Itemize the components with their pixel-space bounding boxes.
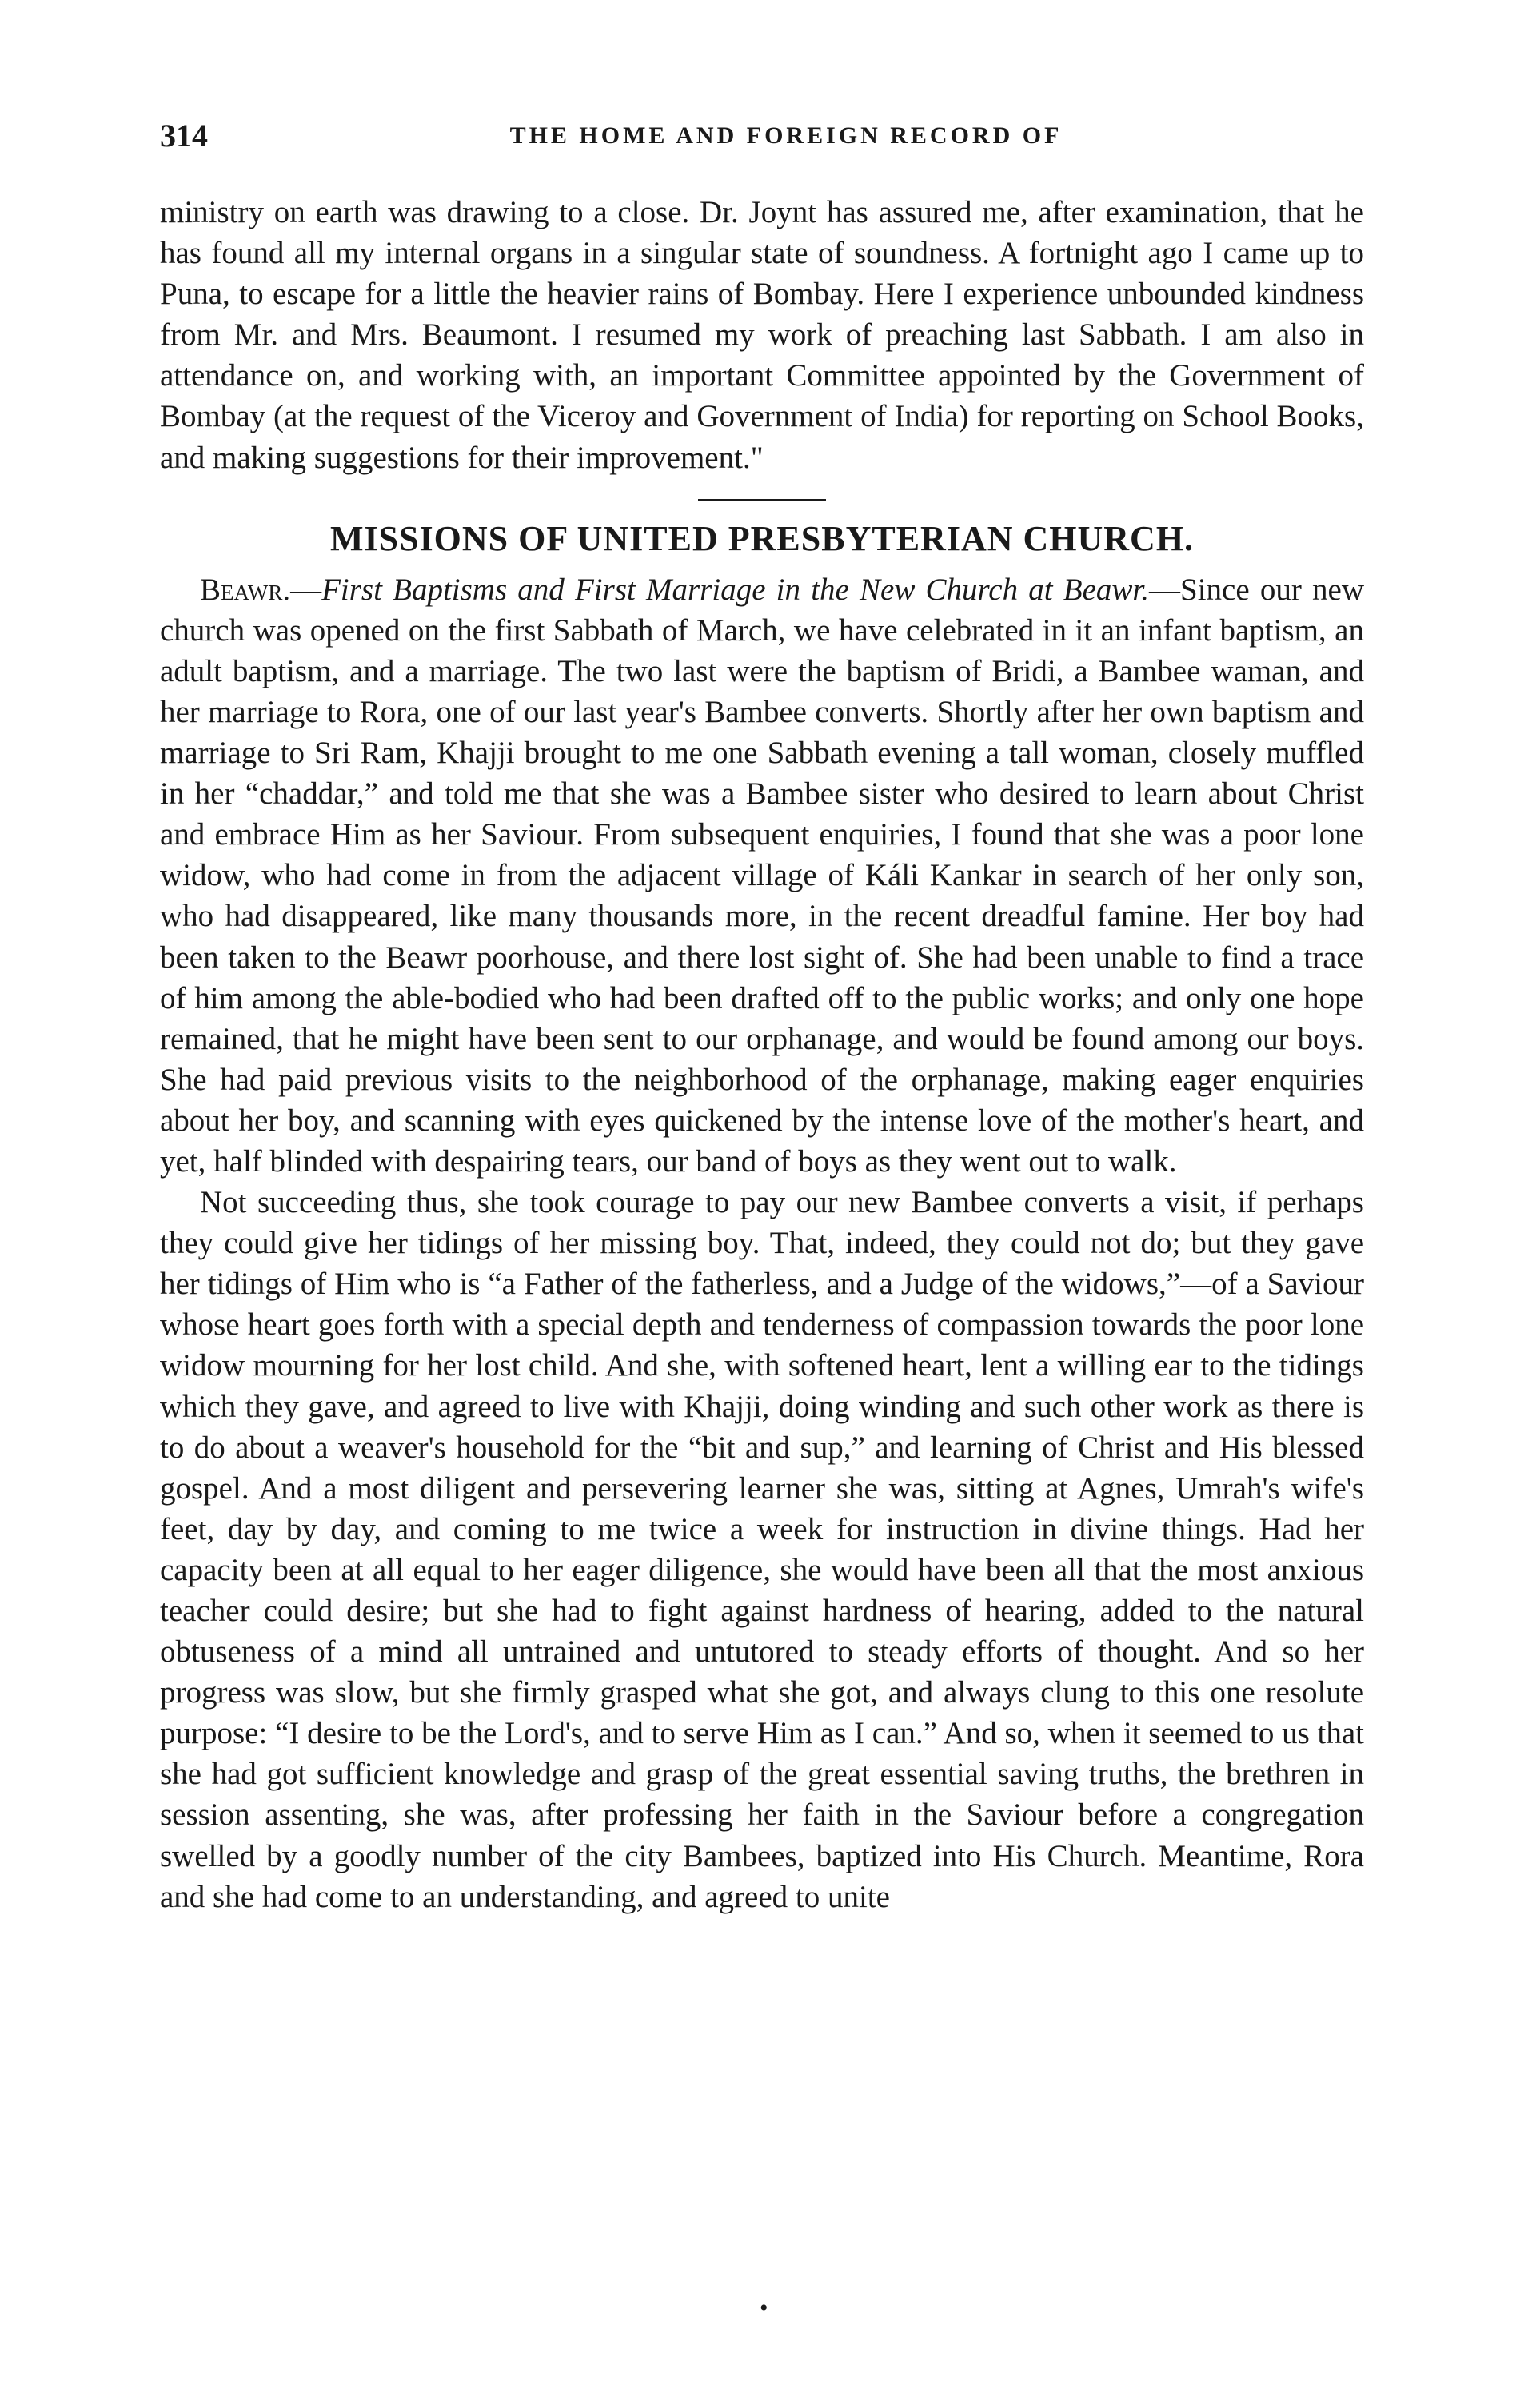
page-number: 314 <box>160 118 208 154</box>
footer-mark: • <box>760 2295 768 2321</box>
section-heading: MISSIONS OF UNITED PRESBYTERIAN CHURCH. <box>329 518 1195 558</box>
place-name: Beawr. <box>200 572 291 607</box>
letter-continuation: ministry on earth was drawing to a close. Dr. Joynt has assured me, after examination, that he has found all my internal organs in a singular state of soundness. A fortnight ago I came up to Puna, to escape for a little the heavier rains of Bombay. Here I experience unbounded kindness from Mr. and Mrs. Beaumont. I resumed my work of preaching last Sabbath. I am also in attendance on, and working with, an important Committee appointed by the Government of Bombay (at the request of the Viceroy and Government of India) for reporting on School Books, and making suggestions for their improvement." <box>160 195 1364 475</box>
paragraph-1 <box>160 569 1364 1182</box>
article-subtitle: First Baptisms and First Marriage in the New Church at Beawr. <box>321 572 1150 607</box>
running-title: THE HOME AND FOREIGN RECORD OF <box>509 122 1063 149</box>
em-dash: — <box>290 572 322 607</box>
paragraph-2: Not succeeding thus, she took courage to pay our new Bambee converts a visit, if perhaps they could give her tidings of her missing boy. That, indeed, they could not do; but they gave her tidings of Him who is “a Father of the fatherless, and a Judge of the widows,”—of a Saviour whose heart goes forth with a special depth and tenderness of compassion towards the poor lone widow mourning for her lost child. And she, with softened heart, lent a willing ear to the tidings which they gave, and agreed to live with Khajji, doing winding and such other work as there is to do about a weaver's household for the “bit and sup,” and learning of Christ and His blessed gospel. And a most diligent and persevering learner she was, sitting at Agnes, Umrah's wife's feet, day by day, and coming to me twice a week for instruction in divine things. Had her capacity been at all equal to her eager diligence, she would have been all that the most anxious teacher could desire; but she had to fight against hardness of hearing, added to the natural obtuseness of a mind all untrained and untutored to steady efforts of thought. And so her progress was slow, but she firmly grasped what she got, and always clung to this one resolute purpose: “I desire to be the Lord's, and to serve Him as I can.” And so, when it seemed to us that she had got sufficient knowledge and grasp of the great essential saving truths, the brethren in session assenting, she was, after professing her faith in the Saviour before a congregation swelled by a goodly number of the city Bambees, baptized into His Church. Meantime, Rora and she had come to an understanding, and agreed to unite <box>160 1185 1364 1914</box>
section-divider <box>698 499 826 501</box>
running-header <box>160 112 1364 160</box>
document-page <box>160 112 1364 1917</box>
paragraph-1-text: —Since our new church was opened on the first Sabbath of March, we have celebrated in it an infant baptism, an adult baptism, and a marriage. The two last were the baptism of Bridi, a Bambee waman, and her marriage to Rora, one of our last year's Bambee converts. Shortly after her own baptism and marriage to Sri Ram, Khajji brought to me one Sabbath evening a tall woman, closely muffled in her “chaddar,” and told me that she was a Bambee sister who desired to learn about Christ and embrace Him as her Saviour. From subsequent enquiries, I found that she was a poor lone widow, who had come in from the adjacent village of Káli Kankar in search of her only son, who had disappeared, like many thousands more, in the recent dreadful famine. Her boy had been taken to the Beawr poorhouse, and there lost sight of. She had been unable to find a trace of him among the able-bodied who had been drafted off to the public works; and only one hope remained, that he might have been sent to our orphanage, and would be found among our boys. She had paid previous visits to the neighborhood of the orphanage, making eager enquiries about her boy, and scanning with eyes quickened by the intense love of the mother's heart, and yet, half blinded with despairing tears, our band of boys as they went out to walk. <box>160 572 1364 1179</box>
